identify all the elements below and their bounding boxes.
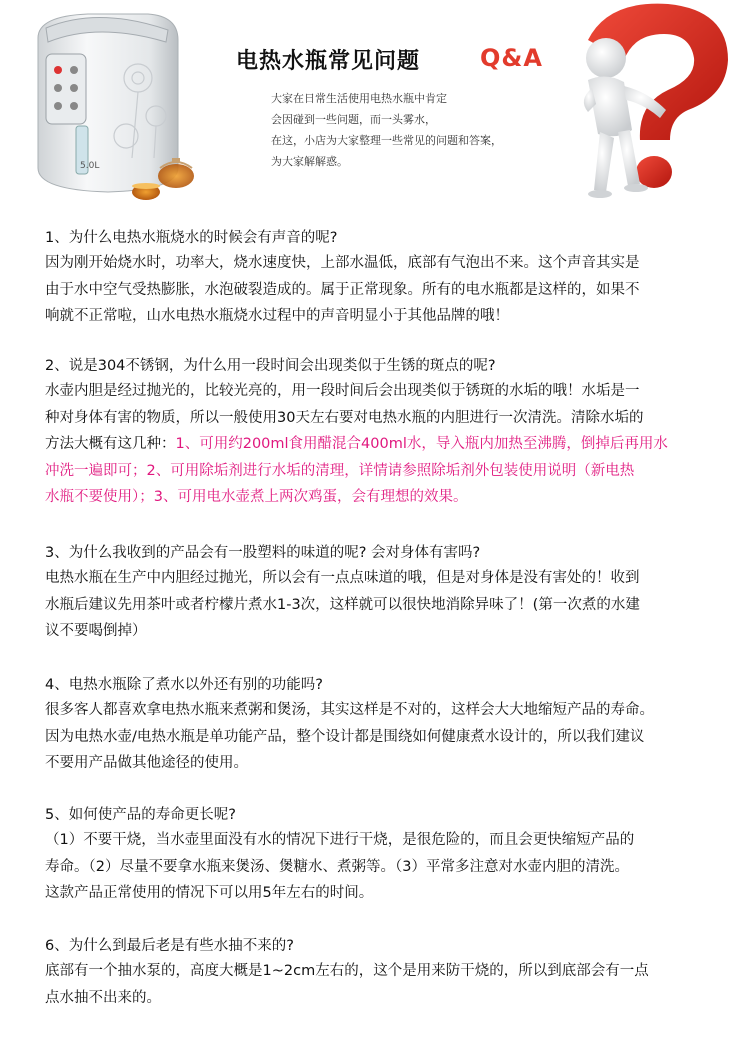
answer-line: 寿命。（2）尽量不要拿水瓶来煲汤、煲糖水、煮粥等。（3）平常多注意对水壶内胆的清洗。 bbox=[45, 858, 629, 875]
answer-line: 电热水瓶在生产中内胆经过抛光，所以会有一点点味道的哦，但是对身体是没有害处的！收到 bbox=[45, 570, 640, 586]
question-heading: 4、电热水瓶除了煮水以外还有别的功能吗? bbox=[45, 677, 323, 693]
header-banner bbox=[0, 0, 750, 210]
answer-text bbox=[45, 250, 705, 330]
question-mark-person-image bbox=[548, 0, 750, 205]
intro-line: 为大家解解惑。 bbox=[271, 155, 348, 168]
answer-line: 水瓶后建议先用茶叶或者柠檬片煮水1-3次，这样就可以很快地消除异味了！(第一次煮的水建 bbox=[45, 596, 640, 613]
intro-line: 在这，小店为大家整理一些常见的问题和答案， bbox=[271, 134, 502, 147]
answer-line: 底部有一个抽水泵的，高度大概是1~2cm左右的，这个是用来防干烧的，所以到底部会有一点 bbox=[45, 963, 649, 979]
answer-line: 种对身体有害的物质，所以一般使用30天左右要对电热水瓶的内胆进行一次清洗。清除水垢的 bbox=[45, 409, 644, 426]
answer-line: 这款产品正常使用的情况下可以用5年左右的时间。 bbox=[45, 885, 374, 901]
question-heading: 6、为什么到最后老是有些水抽不来的? bbox=[45, 938, 294, 954]
answer-text bbox=[45, 565, 705, 645]
electric-kettle-image bbox=[28, 8, 198, 203]
highlighted-method-line: 冲洗一遍即可；2、可用除垢剂进行水垢的清理，详情请参照除垢剂外包装使用说明（新电热 bbox=[45, 462, 635, 479]
answer-line: 因为刚开始烧水时，功率大，烧水速度快，上部水温低，底部有气泡出不来。这个声音其实是 bbox=[45, 255, 640, 271]
qa-item-6 bbox=[45, 934, 705, 1011]
answer-line: 响就不正常啦，山水电热水瓶烧水过程中的声音明显小于其他品牌的哦！ bbox=[45, 308, 509, 324]
qa-item-5 bbox=[45, 803, 705, 907]
answer-line: 不要用产品做其他途径的使用。 bbox=[45, 755, 248, 771]
question-heading: 1、为什么电热水瓶烧水的时候会有声音的呢? bbox=[45, 230, 338, 246]
answer-text bbox=[45, 827, 705, 907]
answer-text-segment: 方法大概有这几种： bbox=[45, 436, 176, 452]
answer-line: 水壶内胆是经过抛光的，比较光亮的，用一段时间后会出现类似于锈斑的水垢的哦！水垢是一 bbox=[45, 383, 640, 399]
kettle-capacity-label: 5.0L bbox=[80, 161, 100, 171]
qa-item-2 bbox=[45, 354, 705, 511]
question-heading: 2、说是304不锈钢，为什么用一段时间会出现类似于生锈的斑点的呢? bbox=[45, 358, 496, 374]
question-heading: 5、如何使产品的寿命更长呢? bbox=[45, 807, 236, 823]
answer-line: 议不要喝倒掉） bbox=[45, 623, 147, 639]
intro-text bbox=[271, 88, 541, 172]
answer-line bbox=[45, 431, 705, 458]
answer-line: （1）不要干烧，当水壶里面没有水的情况下进行干烧，是很危险的，而且会更快缩短产品的 bbox=[45, 832, 635, 848]
answer-line: 点水抽不出来的。 bbox=[45, 989, 161, 1006]
answer-line: 因为电热水壶/电热水瓶是单功能产品，整个设计都是围绕如何健康煮水设计的，所以我们建议 bbox=[45, 728, 645, 745]
qa-item-4 bbox=[45, 673, 705, 777]
page-title: 电热水瓶常见问题 bbox=[236, 49, 421, 74]
qa-badge: Q&A bbox=[480, 44, 543, 72]
answer-line: 很多客人都喜欢拿电热水瓶来煮粥和煲汤，其实这样是不对的，这样会大大地缩短产品的寿命。 bbox=[45, 702, 654, 718]
answer-text bbox=[45, 697, 705, 777]
answer-text bbox=[45, 958, 705, 1011]
qa-item-1 bbox=[45, 226, 705, 330]
qa-item-3 bbox=[45, 541, 705, 645]
intro-line: 大家在日常生活使用电热水瓶中肯定 bbox=[271, 92, 447, 105]
intro-line: 会因碰到一些问题，而一头雾水， bbox=[271, 113, 436, 126]
answer-line: 由于水中空气受热膨胀，水泡破裂造成的。属于正常现象。所有的电水瓶都是这样的，如果不 bbox=[45, 281, 640, 298]
highlighted-method-line: 水瓶不要使用）；3、可用电水壶煮上两次鸡蛋，会有理想的效果。 bbox=[45, 489, 468, 505]
highlighted-method-text: 1、可用约200ml食用醋混合400ml水，导入瓶内加热至沸腾，倒掉后再用水 bbox=[175, 436, 668, 452]
answer-text bbox=[45, 378, 705, 511]
question-heading: 3、为什么我收到的产品会有一股塑料的味道的呢? 会对身体有害吗? bbox=[45, 545, 481, 561]
